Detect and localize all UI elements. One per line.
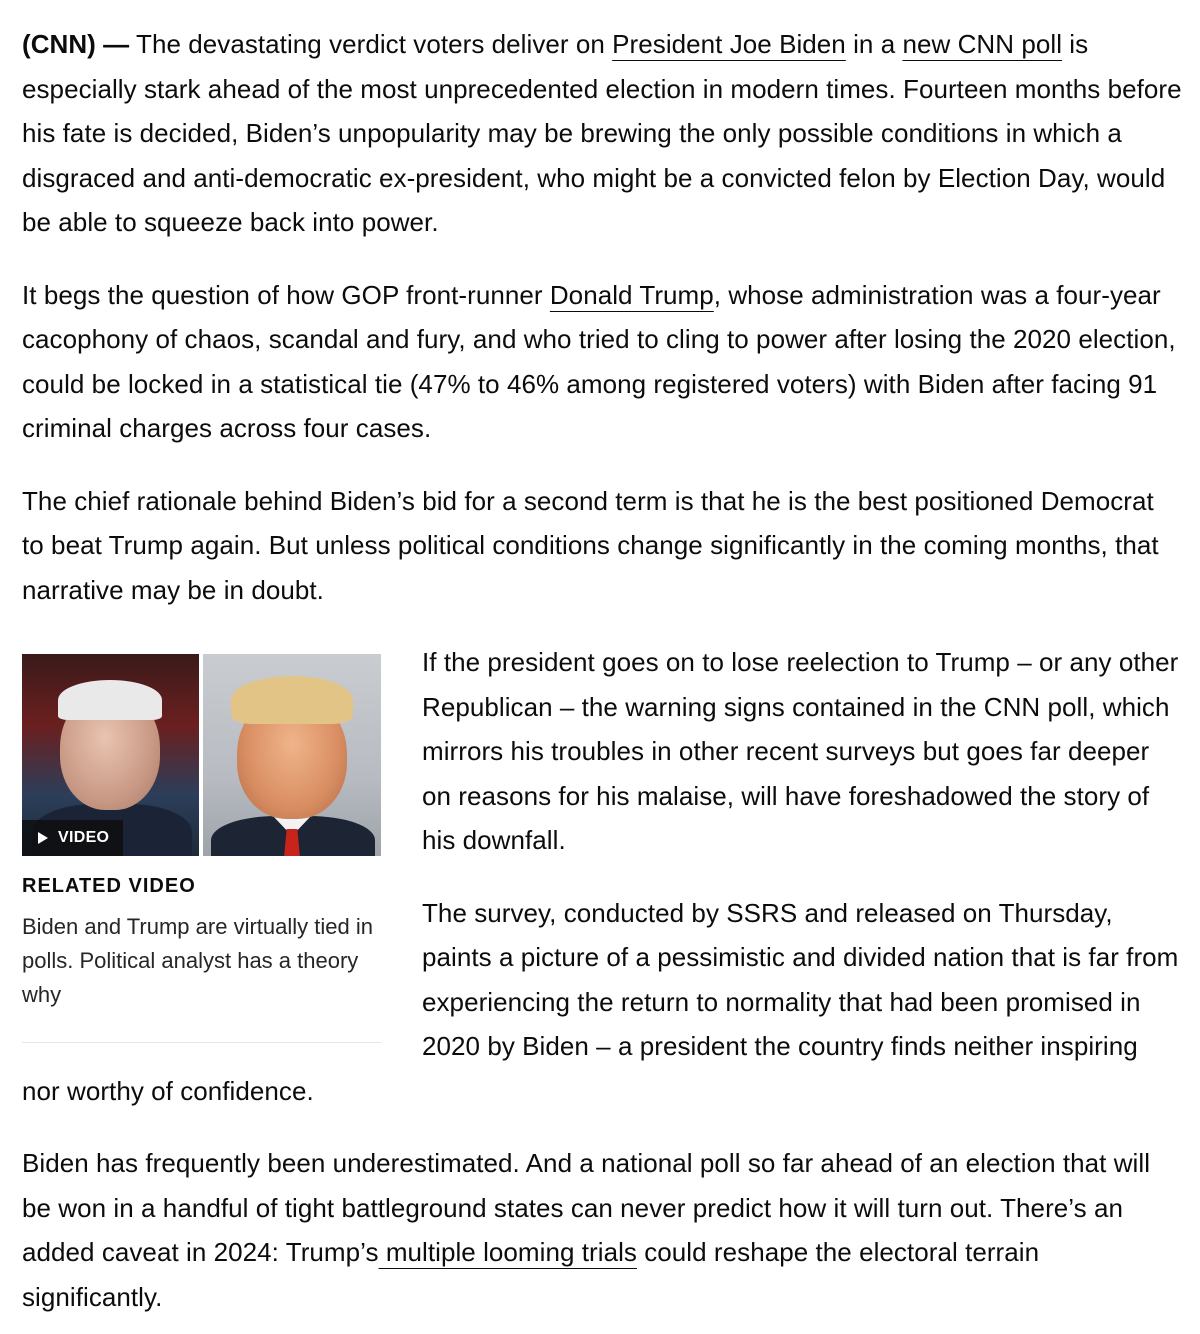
video-badge[interactable] — [22, 820, 123, 856]
paragraph-text: is especially stark ahead of the most unprecedented election in modern times. Fourteen months before his fate is decided, Biden’s unpopularity may be brewing the only possible conditions in which a disgraced and anti-democratic ex-president, who might be a convicted felon by Election Day, would be able to squeeze back into power. — [22, 29, 1182, 237]
paragraph-4: If the president goes on to lose reelection to Trump – or any other Republican – the warning signs contained in the CNN poll, which mirrors his troubles in other recent surveys but goes far deeper on reasons for his malaise, will have foreshadowed the story of his downfall. — [422, 647, 1179, 855]
paragraph-6 — [22, 1141, 1182, 1319]
video-thumbnail[interactable] — [22, 654, 381, 856]
link-multiple-looming-trials[interactable]: multiple looming trials — [378, 1237, 637, 1267]
paragraph-text: It begs the question of how GOP front-runner — [22, 279, 550, 310]
source-label: (CNN) — — [22, 29, 130, 59]
trump-photo — [203, 654, 381, 856]
link-new-cnn-poll[interactable]: new CNN poll — [902, 29, 1063, 59]
video-badge-label: VIDEO — [58, 829, 110, 846]
play-icon — [38, 832, 48, 844]
paragraph-text: , whose administration was a four-year cacophony of chaos, scandal and fury, and who tried to cling to power after losing the 2020 election, could be locked in a statistical tie (47% to 46% among registered voters) with Biden after facing 91 criminal charges across four cases. — [22, 279, 1176, 443]
paragraph-text: Biden has frequently been underestimated. And a national poll so far ahead of an election that will be won in a handful of tight battleground states can never predict how it will turn out. There’s an added caveat in 2024: Trump’s — [22, 1148, 1151, 1267]
link-president-joe-biden[interactable]: President Joe Biden — [612, 29, 846, 59]
paragraph-1 — [22, 22, 1182, 245]
paragraph-text: The devastating verdict voters deliver on — [129, 29, 613, 59]
paragraph-text: could reshape the electoral terrain significantly. — [22, 1237, 1040, 1312]
link-donald-trump[interactable]: Donald Trump — [549, 279, 714, 310]
related-video-card[interactable] — [22, 654, 381, 1043]
paragraph-2 — [22, 273, 1182, 451]
paragraph-3: The chief rationale behind Biden’s bid for a second term is that he is the best positioned Democrat to beat Trump again. But unless political conditions change significantly in the coming months, that narrative may be in doubt. — [22, 485, 1159, 605]
paragraph-5: The survey, conducted by SSRS and released on Thursday, paints a picture of a pessimistic and divided nation that is far from experiencing the return to normality that had been promised in 2020 by Biden – a president the country finds neither inspiring nor worthy of confidence. — [22, 897, 1179, 1106]
related-video-label: RELATED VIDEO — [22, 875, 196, 897]
related-video-title[interactable]: Biden and Trump are virtually tied in polls. Political analyst has a theory why — [22, 914, 373, 1007]
paragraph-text: in a — [845, 29, 903, 59]
